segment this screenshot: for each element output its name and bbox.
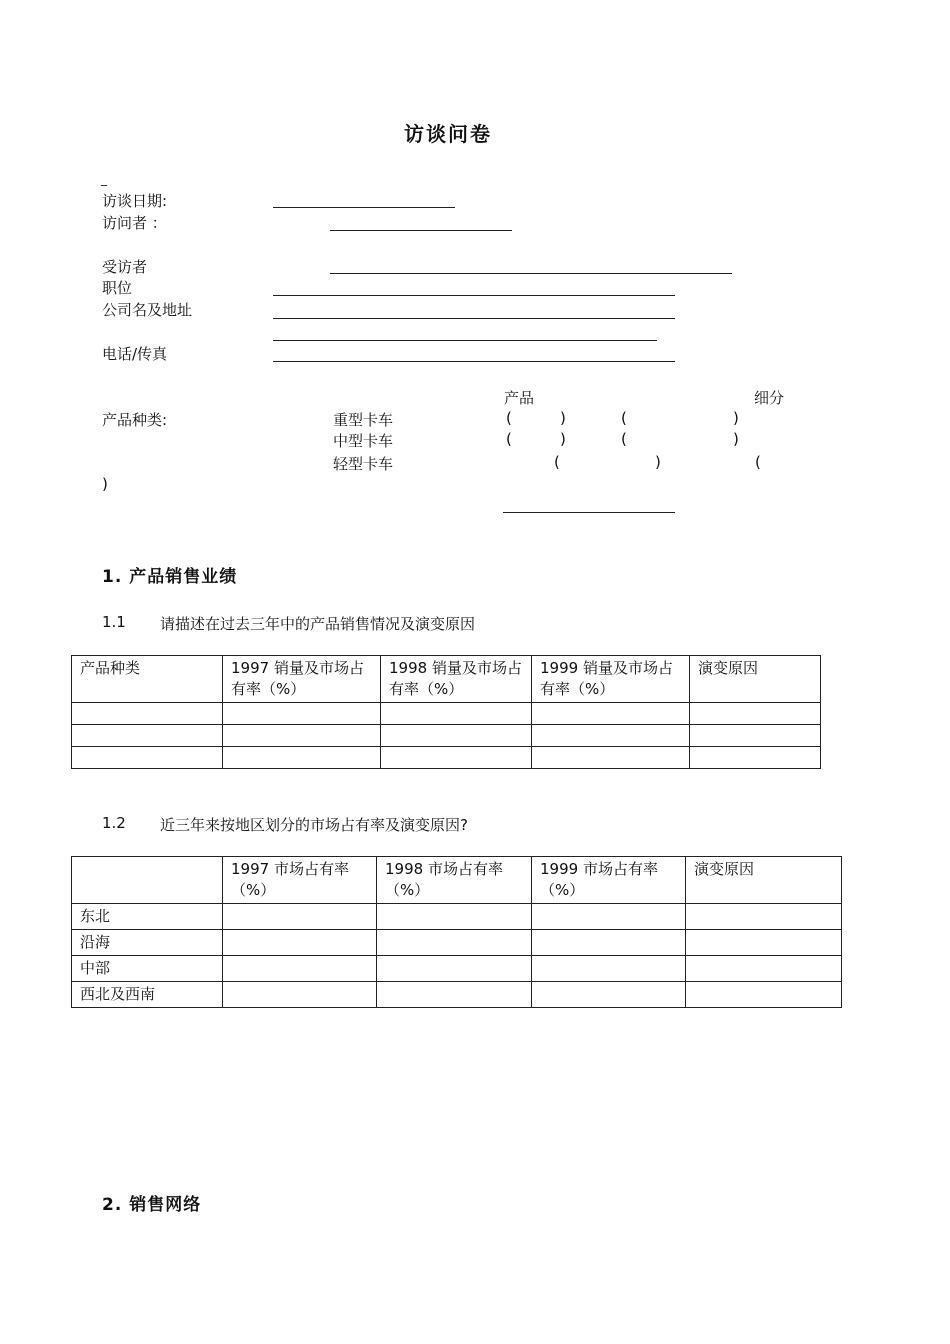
light-product-close: ) — [655, 453, 661, 471]
heavy-product-open: ( — [506, 409, 512, 427]
table-header: 1998 市场占有率（%） — [377, 857, 532, 904]
medium-segment-open: ( — [621, 430, 627, 448]
table-cell[interactable] — [690, 703, 821, 725]
question-1-2-text: 近三年来按地区划分的市场占有率及演变原因? — [160, 816, 468, 834]
table-cell[interactable] — [72, 703, 223, 725]
table-cell[interactable] — [377, 982, 532, 1008]
table-cell[interactable] — [223, 904, 377, 930]
table-cell[interactable] — [223, 930, 377, 956]
section-2-heading: 2. 销售网络 — [102, 1195, 202, 1215]
table-cell[interactable] — [72, 747, 223, 769]
table-header: 产品种类 — [72, 656, 223, 703]
products-other-blank[interactable] — [503, 512, 675, 513]
company-label: 公司名及地址 — [102, 301, 193, 319]
region-name: 西北及西南 — [72, 982, 223, 1008]
question-1-2-number: 1.2 — [102, 814, 126, 832]
table-cell[interactable] — [532, 982, 686, 1008]
question-1-1-number: 1.1 — [102, 613, 126, 631]
light-segment-close: ) — [102, 475, 108, 493]
medium-product-open: ( — [506, 430, 512, 448]
page-title: 访谈问卷 — [404, 122, 492, 146]
table-cell[interactable] — [686, 930, 842, 956]
region-name: 沿海 — [72, 930, 223, 956]
product-item-heavy: 重型卡车 — [333, 411, 394, 429]
sales-table — [71, 655, 821, 769]
medium-product-close: ) — [560, 430, 566, 448]
table-row — [72, 703, 821, 725]
table-row — [72, 904, 842, 930]
date-blank[interactable] — [273, 207, 455, 208]
position-label: 职位 — [102, 279, 133, 297]
interviewer-label: 访问者 ： — [102, 214, 167, 232]
interviewee-label: 受访者 — [102, 258, 148, 276]
table-cell[interactable] — [72, 725, 223, 747]
light-product-open: ( — [554, 453, 560, 471]
interviewer-blank[interactable] — [330, 230, 512, 231]
region-table — [71, 856, 842, 1008]
heavy-segment-close: ) — [733, 409, 739, 427]
table-cell[interactable] — [532, 904, 686, 930]
table-cell[interactable] — [686, 956, 842, 982]
table-row — [72, 747, 821, 769]
question-1-1-text: 请描述在过去三年中的产品销售情况及演变原因 — [160, 615, 476, 633]
table-cell[interactable] — [377, 956, 532, 982]
table-cell[interactable] — [381, 703, 532, 725]
date-label: 访谈日期: — [102, 192, 168, 210]
table-header: 1999 市场占有率（%） — [532, 857, 686, 904]
col-product-label: 产品 — [504, 389, 535, 407]
table-row — [72, 725, 821, 747]
table-cell[interactable] — [686, 904, 842, 930]
table-cell[interactable] — [377, 930, 532, 956]
table-row — [72, 982, 842, 1008]
table-cell[interactable] — [223, 982, 377, 1008]
table-header: 1997 销量及市场占有率（%） — [223, 656, 381, 703]
interviewee-blank[interactable] — [330, 273, 732, 274]
table-cell[interactable] — [377, 904, 532, 930]
phone-label: 电话/传真 — [102, 345, 168, 363]
table-cell[interactable] — [381, 725, 532, 747]
table-header: 演变原因 — [686, 857, 842, 904]
product-types-label: 产品种类: — [102, 411, 168, 429]
company-blank[interactable] — [273, 318, 675, 319]
table-row — [72, 956, 842, 982]
table-header: 1998 销量及市场占有率（%） — [381, 656, 532, 703]
table-cell[interactable] — [532, 956, 686, 982]
table-row — [72, 930, 842, 956]
region-name: 东北 — [72, 904, 223, 930]
table-cell[interactable] — [223, 747, 381, 769]
table-cell[interactable] — [532, 703, 690, 725]
region-name: 中部 — [72, 956, 223, 982]
table-cell[interactable] — [532, 930, 686, 956]
table-cell[interactable] — [223, 725, 381, 747]
phone-blank[interactable] — [273, 361, 675, 362]
product-item-light: 轻型卡车 — [333, 455, 394, 473]
table-cell[interactable] — [532, 747, 690, 769]
heavy-segment-open: ( — [621, 409, 627, 427]
table-cell[interactable] — [223, 956, 377, 982]
table-cell[interactable] — [223, 703, 381, 725]
heavy-product-close: ) — [560, 409, 566, 427]
col-segment-label: 细分 — [754, 389, 785, 407]
table-header: 演变原因 — [690, 656, 821, 703]
section-1-heading: 1. 产品销售业绩 — [102, 567, 238, 587]
product-item-medium: 中型卡车 — [333, 432, 394, 450]
table-header: 1997 市场占有率（%） — [223, 857, 377, 904]
table-cell[interactable] — [532, 725, 690, 747]
table-cell[interactable] — [686, 982, 842, 1008]
address-blank[interactable] — [273, 340, 657, 341]
medium-segment-close: ) — [733, 430, 739, 448]
table-cell[interactable] — [690, 725, 821, 747]
table-cell[interactable] — [690, 747, 821, 769]
table-header — [72, 857, 223, 904]
table-cell[interactable] — [381, 747, 532, 769]
position-blank[interactable] — [273, 295, 675, 296]
stray-dash: _ — [101, 172, 107, 186]
table-header: 1999 销量及市场占有率（%） — [532, 656, 690, 703]
light-segment-open: ( — [755, 453, 761, 471]
